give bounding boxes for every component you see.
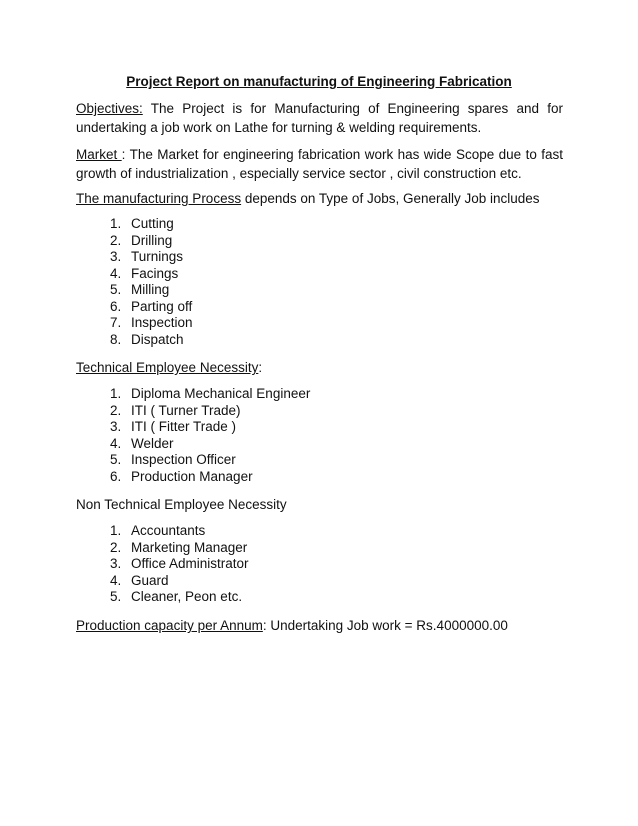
list-item: 3. ITI ( Fitter Trade ) <box>110 419 237 434</box>
process-list <box>110 216 193 348</box>
list-item: 5. Cleaner, Peon etc. <box>110 589 243 604</box>
non-technical-list <box>110 523 249 606</box>
list-item: 2. Marketing Manager <box>110 539 248 555</box>
list-item: 4. Facings <box>110 265 179 281</box>
objectives-label: Objectives: <box>76 101 143 116</box>
list-item: 2. ITI ( Turner Trade) <box>110 402 241 418</box>
document-title: Project Report on manufacturing of Engineering Fabrication <box>126 74 512 89</box>
process-paragraph <box>76 189 563 208</box>
technical-list <box>110 386 310 485</box>
list-item: 1. Accountants <box>110 523 206 538</box>
process-text: depends on Type of Jobs, Generally Job includes <box>241 191 540 206</box>
non-technical-label: Non Technical Employee Necessity <box>76 497 287 512</box>
non-technical-heading <box>76 495 563 514</box>
technical-heading: Technical Employee Necessity: <box>76 360 263 375</box>
production-paragraph <box>76 616 563 635</box>
technical-label: Technical Employee Necessity <box>76 360 259 375</box>
list-item: 2. Drilling <box>110 232 173 248</box>
list-item: 8. Dispatch <box>110 331 184 347</box>
production-label: Production capacity per Annum <box>76 618 263 633</box>
list-item: 6. Parting off <box>110 298 193 314</box>
market-text: : The Market for engineering fabrication work has wide Scope due to fast growth of industrialization , especially service sector , civil construction etc. <box>76 147 563 181</box>
list-item: 4. Guard <box>110 572 169 588</box>
list-item: 1. Cutting <box>110 216 174 231</box>
list-item: 3. Turnings <box>110 249 184 264</box>
production-text: : Undertaking Job work = Rs.4000000.00 <box>262 618 508 633</box>
market-paragraph <box>76 145 563 183</box>
market-label: Market <box>76 147 122 162</box>
list-item: 5. Milling <box>110 282 170 297</box>
process-label: The manufacturing Process <box>76 191 242 206</box>
list-item: 3. Office Administrator <box>110 556 249 571</box>
objectives-paragraph <box>76 99 563 137</box>
list-item: 5. Inspection Officer <box>110 452 236 467</box>
list-item: 6. Production Manager <box>110 468 253 484</box>
objectives-text: The Project is for Manufacturing of Engineering spares and for undertaking a job work on Lathe for turning & welding requirements. <box>76 101 563 135</box>
list-item: 1. Diploma Mechanical Engineer <box>110 386 311 401</box>
list-item: 7. Inspection <box>110 315 193 330</box>
list-item: 4. Welder <box>110 435 174 451</box>
